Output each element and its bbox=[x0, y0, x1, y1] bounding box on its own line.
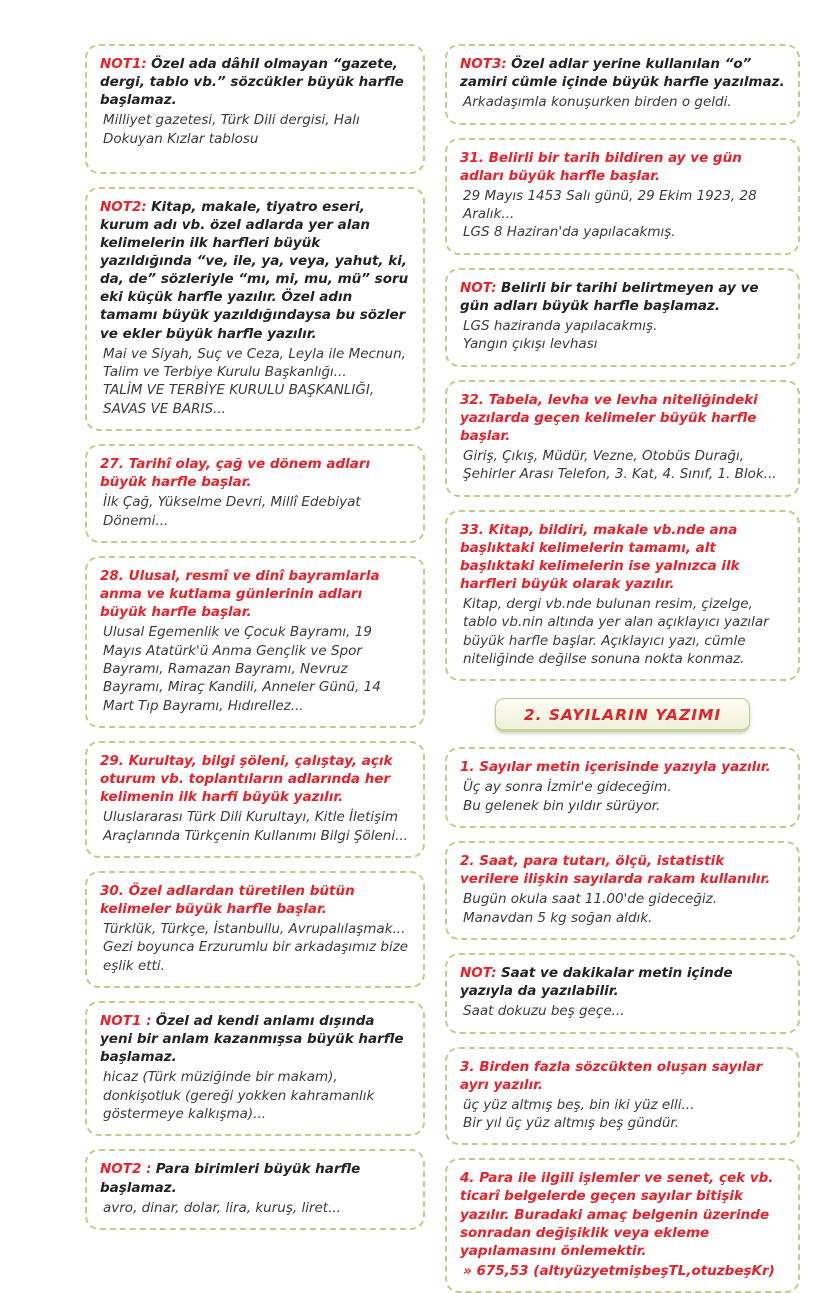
rule-text: 30. Özel adlardan türetilen bütün kelimeler büyük harfle başlar. bbox=[100, 882, 355, 917]
rule-box bbox=[445, 841, 800, 940]
example-line: üç yüz altmış beş, bin iki yüz elli... bbox=[463, 1096, 695, 1113]
rule-text: 33. Kitap, bildiri, makale vb.nde ana başlıktaki kelimelerin tamamı, alt başlıktaki kelimelerin ise yalnızca ilk harfleri büyük olarak yazılır. bbox=[460, 521, 740, 592]
example-line: LGS haziranda yapılacakmış. bbox=[463, 317, 658, 334]
examples bbox=[100, 1199, 410, 1217]
examples bbox=[100, 920, 410, 975]
rule-heading bbox=[100, 567, 410, 621]
rule-heading bbox=[460, 1058, 785, 1094]
rule-text: 29. Kurultay, bilgi şöleni, çalıştay, açık oturum vb. toplantıların adlarında her kelimenin ilk harfi büyük yazılır. bbox=[100, 752, 393, 806]
rule-box bbox=[85, 741, 425, 858]
examples bbox=[460, 1002, 785, 1020]
examples bbox=[460, 187, 785, 242]
rule-box bbox=[445, 1047, 800, 1146]
example-line: LGS 8 Haziran'da yapılacakmış. bbox=[463, 224, 676, 241]
rule-heading bbox=[100, 1160, 410, 1196]
example-line: Milliyet gazetesi, Türk Dili dergisi, Halı Dokuyan Kızlar tablosu bbox=[103, 112, 360, 147]
examples bbox=[460, 778, 785, 815]
section-header bbox=[445, 698, 800, 732]
note-box bbox=[85, 1149, 425, 1230]
rule-heading bbox=[460, 1169, 785, 1259]
column-right bbox=[445, 44, 800, 1293]
note-rule-text: Belirli bir tarihi belirtmeyen ay ve gün adları büyük harfle başlamaz. bbox=[460, 279, 759, 314]
note-label: NOT1 : bbox=[100, 1013, 152, 1030]
rule-text: 27. Tarihî olay, çağ ve dönem adları büyük harfle başlar. bbox=[100, 456, 371, 491]
example-line: TALİM VE TERBİYE KURULU BAŞKANLIĞI, SAVAS VE BARIS... bbox=[103, 382, 375, 417]
rule-text: 28. Ulusal, resmî ve dinî bayramlarla anma ve kutlama günlerinin adları büyük harfle başlar. bbox=[100, 567, 380, 621]
note-box bbox=[85, 44, 425, 174]
example-line: Kitap, dergi vb.nde bulunan resim, çizelge, tablo vb.nin altında yer alan açıklayıcı yazılar büyük harfle başlar. Açıklayıcı yazı, cümle niteliğinde değilse sonuna nokta konmaz. bbox=[463, 595, 769, 667]
note-label: NOT: bbox=[460, 965, 497, 981]
note-label: NOT1: bbox=[100, 56, 147, 72]
note-rule-text: Özel adlar yerine kullanılan “o” zamiri cümle içinde büyük harfle yazılmaz. bbox=[460, 56, 785, 91]
examples bbox=[460, 595, 785, 668]
example-line: Türklük, Türkçe, İstanbullu, Avrupalılaşmak... bbox=[103, 921, 406, 938]
rule-heading bbox=[460, 964, 785, 1000]
examples bbox=[100, 111, 410, 148]
example-line: 29 Mayıs 1453 Salı günü, 29 Ekim 1923, 28 Aralık... bbox=[463, 187, 757, 223]
rule-heading bbox=[460, 521, 785, 593]
rule-heading bbox=[460, 852, 785, 888]
example-line: Manavdan 5 kg soğan aldık. bbox=[463, 909, 653, 926]
rule-heading bbox=[460, 279, 785, 315]
section-header-button: 2. SAYILARIN YAZIMI bbox=[495, 698, 750, 732]
note-rule-text: Özel ada dâhil olmayan “gazete, dergi, tablo vb.” sözcükler büyük harfle başlamaz. bbox=[100, 56, 404, 109]
rule-box bbox=[445, 510, 800, 682]
note-label: NOT: bbox=[460, 279, 497, 296]
rule-box bbox=[445, 380, 800, 497]
examples bbox=[100, 345, 410, 418]
rule-heading bbox=[100, 882, 410, 918]
rule-text: 1. Sayılar metin içerisinde yazıyla yazılır. bbox=[460, 759, 771, 776]
rule-box bbox=[85, 556, 425, 728]
examples bbox=[100, 623, 410, 715]
rule-box bbox=[445, 1158, 800, 1293]
example-line: Bu gelenek bin yıldır sürüyor. bbox=[463, 797, 661, 814]
examples bbox=[460, 1262, 785, 1280]
example-line: Bir yıl üç yüz altmış beş gündür. bbox=[463, 1115, 679, 1132]
example-line: Mai ve Siyah, Suç ve Ceza, Leyla ile Mecnun, Talim ve Terbiye Kurulu Başkanlığı... bbox=[103, 345, 406, 380]
example-line: Gezi boyunca Erzurumlu bir arkadaşımız bize eşlik etti. bbox=[103, 939, 409, 974]
rule-box bbox=[85, 444, 425, 543]
rule-text: 32. Tabela, levha ve levha niteliğindeki yazılarda geçen kelimeler büyük harfle başlar. bbox=[460, 391, 758, 444]
note-label: NOT3: bbox=[460, 56, 507, 72]
rule-box bbox=[445, 747, 800, 828]
examples bbox=[460, 447, 785, 484]
example-line: Yangın çıkışı levhası bbox=[463, 336, 598, 353]
rule-text: 4. Para ile ilgili işlemler ve senet, çek vb. ticarî belgelerde geçen sayılar bitişik yazılır. Buradaki amaç belgenin üzerinde sonradan değişiklik veya ekleme yapılamasını önlemektir. bbox=[460, 1170, 774, 1259]
note-box bbox=[85, 1001, 425, 1136]
examples bbox=[460, 93, 785, 111]
example-line: Bugün okula saat 11.00'de gideceğiz. bbox=[463, 891, 718, 908]
note-box bbox=[445, 44, 800, 125]
rule-heading bbox=[100, 1012, 410, 1066]
rule-heading bbox=[100, 198, 410, 343]
example-line: Arkadaşımla konuşurken birden o geldi. bbox=[463, 94, 732, 111]
example-line: Uluslararası Türk Dili Kurultayı, Kitle İletişim Araçlarında Türkçenin Kullanımı Bilgi Şöleni... bbox=[103, 809, 408, 844]
rule-box bbox=[85, 871, 425, 988]
example-line: Üç ay sonra İzmir'e gideceğim. bbox=[463, 779, 672, 796]
rule-heading bbox=[100, 752, 410, 806]
note-rule-text: Kitap, makale, tiyatro eseri, kurum adı vb. özel adlarda yer alan kelimelerin ilk harfleri büyük yazıldığında “ve, ile, ya, veya, yahut, ki, da, de” sözleriyle “mı, mi, mu, mü” soru eki küçük harfle yazılır. Özel adın tamamı büyük yazıldığındaysa bu sözler ve ekler büyük harfle yazılır. bbox=[100, 199, 409, 342]
note-box bbox=[445, 953, 800, 1034]
note-label: NOT2 : bbox=[100, 1161, 152, 1178]
rule-heading bbox=[460, 758, 785, 776]
rule-heading bbox=[100, 55, 410, 109]
examples bbox=[100, 493, 410, 530]
examples bbox=[460, 317, 785, 354]
example-line: » 675,53 (altıyüzyetmişbeşTL,otuzbeşKr) bbox=[463, 1262, 775, 1279]
note-box bbox=[85, 187, 425, 431]
rule-heading bbox=[460, 55, 785, 91]
note-rule-text: Özel ad kendi anlamı dışında yeni bir anlam kazanmışsa büyük harfle başlamaz. bbox=[100, 1013, 404, 1066]
rule-heading bbox=[460, 391, 785, 445]
rule-heading bbox=[460, 149, 785, 185]
note-box bbox=[445, 268, 800, 367]
rule-box bbox=[445, 138, 800, 255]
note-rule-text: Para birimleri büyük harfle başlamaz. bbox=[100, 1161, 361, 1196]
rule-text: 31. Belirli bir tarih bildiren ay ve gün adları büyük harfle başlar. bbox=[460, 149, 742, 184]
note-rule-text: Saat ve dakikalar metin içinde yazıyla da yazılabilir. bbox=[460, 965, 733, 1000]
examples bbox=[100, 808, 410, 845]
rule-text: 2. Saat, para tutarı, ölçü, istatistik verilere ilişkin sayılarda rakam kullanılır. bbox=[460, 853, 771, 888]
examples bbox=[460, 890, 785, 927]
example-line: İlk Çağ, Yükselme Devri, Millî Edebiyat Dönemi... bbox=[103, 494, 361, 529]
example-line: Saat dokuzu beş geçe... bbox=[463, 1003, 625, 1020]
rule-heading bbox=[100, 455, 410, 491]
example-line: hicaz (Türk müziğinde bir makam), donkişotluk (gereği yokken kahramanlık göstermeye kalkışma)... bbox=[103, 1069, 375, 1123]
example-line: avro, dinar, dolar, lira, kuruş, liret... bbox=[103, 1199, 341, 1216]
rule-text: 3. Birden fazla sözcükten oluşan sayılar ayrı yazılır. bbox=[460, 1058, 763, 1093]
note-label: NOT2: bbox=[100, 199, 147, 215]
column-left bbox=[85, 44, 425, 1230]
example-line: Ulusal Egemenlik ve Çocuk Bayramı, 19 Mayıs Atatürk'ü Anma Gençlik ve Spor Bayramı, Ramazan Bayramı, Nevruz Bayramı, Miraç Kandili, Anneler Günü, 14 Mart Tıp Bayramı, Hıdırellez... bbox=[103, 624, 381, 714]
example-line: Giriş, Çıkış, Müdür, Vezne, Otobüs Durağı, Şehirler Arası Telefon, 3. Kat, 4. Sınıf, 1. Blok... bbox=[463, 447, 777, 483]
examples bbox=[460, 1096, 785, 1133]
examples bbox=[100, 1068, 410, 1123]
